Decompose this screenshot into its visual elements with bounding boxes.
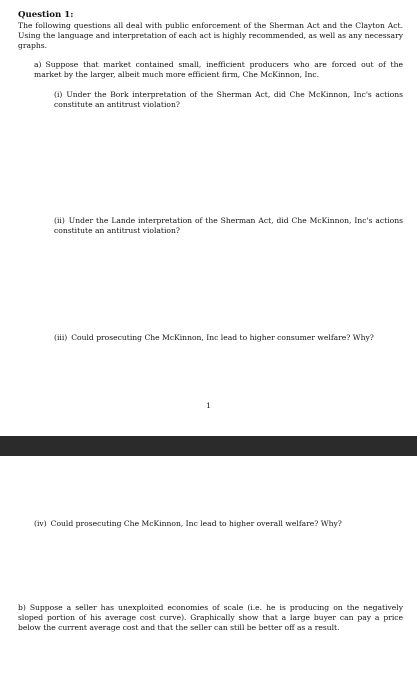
sub-question-i (54, 90, 403, 110)
part-a-question (34, 60, 403, 80)
sub-question-i-label: (i) (54, 90, 63, 99)
document-page-2 (0, 456, 417, 700)
part-a-text: Suppose that market contained small, inefficient producers who are forced out of the market by the larger, albeit much more efficient firm, Che McKinnon, Inc. (34, 60, 403, 79)
part-b-label: b) (18, 603, 26, 612)
part-b-text: Suppose a seller has unexploited economies of scale (i.e. he is producing on the negatively sloped portion of his average cost curve). Graphically show that a large buyer can pay a price below the current average cost and that the seller can still be better off as a result. (18, 603, 403, 632)
page-break-divider (0, 436, 417, 456)
sub-question-iv (34, 519, 403, 529)
sub-question-i-text: Under the Bork interpretation of the Sherman Act, did Che McKinnon, Inc's actions constitute an antitrust violation? (54, 90, 403, 109)
question-intro: The following questions all deal with public enforcement of the Sherman Act and the Clayton Act. Using the language and interpretation of each act is highly recommended, as well as any necessary graphs. (18, 21, 403, 50)
question-heading: Question 1: (18, 10, 74, 20)
sub-question-ii (54, 216, 403, 236)
part-a-label: a) (34, 60, 42, 69)
page-number: 1 (206, 401, 211, 410)
sub-question-ii-text: Under the Lande interpretation of the Sherman Act, did Che McKinnon, Inc's actions constitute an antitrust violation? (54, 216, 403, 235)
sub-question-ii-label: (ii) (54, 216, 65, 225)
sub-question-iii-label: (iii) (54, 333, 68, 342)
sub-question-iv-text: Could prosecuting Che McKinnon, Inc lead to higher overall welfare? Why? (50, 519, 342, 528)
sub-question-iii (54, 333, 403, 343)
sub-question-iii-text: Could prosecuting Che McKinnon, Inc lead to higher consumer welfare? Why? (71, 333, 374, 342)
sub-question-iv-label: (iv) (34, 519, 47, 528)
part-b-question (18, 603, 403, 633)
